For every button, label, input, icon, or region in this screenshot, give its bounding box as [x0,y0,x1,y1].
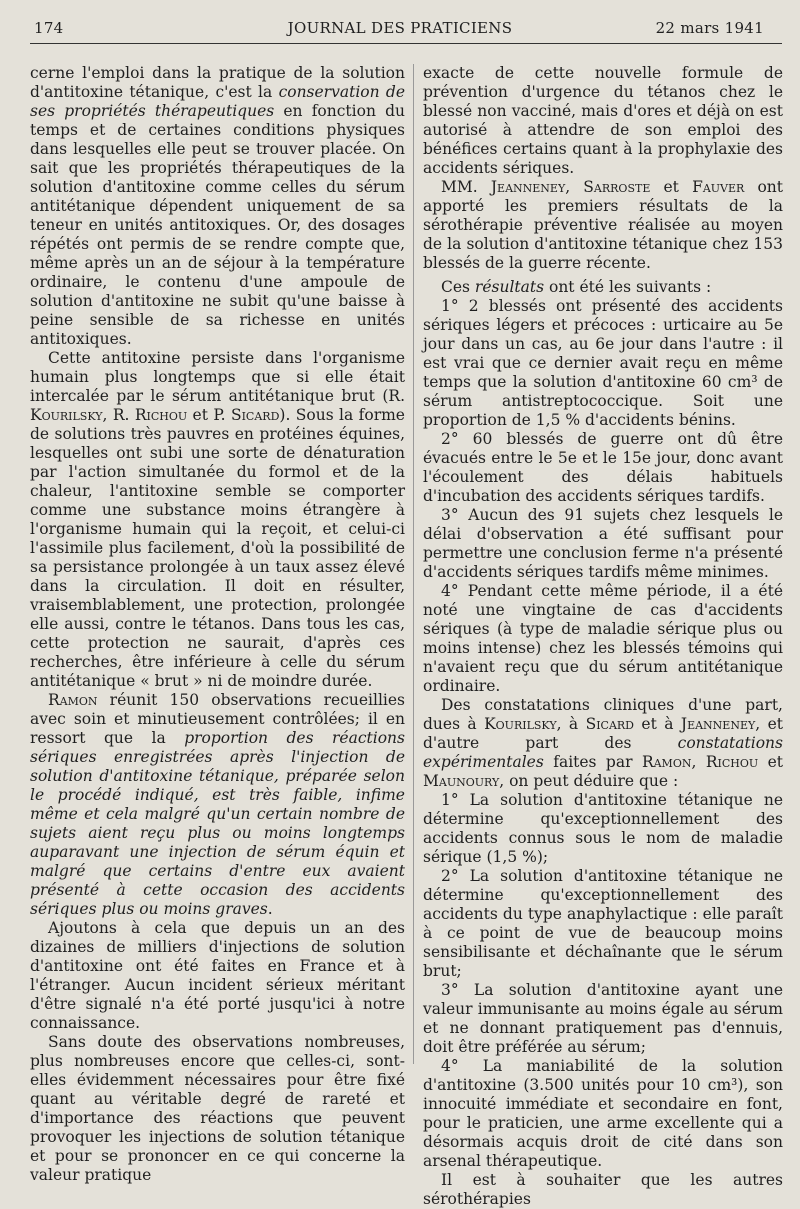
text-run: faites par [543,753,642,771]
text-run: ont apporté les premiers résultats de la sérothérapie préventive réalisée au moyen de la solution d'antitoxine tétanique chez 153 blessés de la guerre récente. [423,178,783,272]
text-run: et à [634,715,681,733]
text-run: réunit 150 observations recueillies avec soin et minutieusement contrôlées; il en ressort que la [30,691,405,747]
author-name: Kourilsky [30,406,103,424]
author-name: Maunoury [423,772,500,790]
list-item: 3° Aucun des 91 sujets chez lesquels le délai d'observation a été suffisant pour permettre une conclusion ferme n'a présenté d'accidents sériques tardifs même minimes. [423,506,783,581]
list-item: 2° 60 blessés de guerre ont dû être évacués entre le 5e et le 15e jour, donc avant l'écoulement des délais habituels d'incubation des accidents sériques tardifs. [423,430,783,505]
paragraph: Il est à souhaiter que les autres sérothérapies [423,1171,783,1208]
running-header [0,0,800,46]
paragraph [423,178,783,273]
text-run: , on peut déduire que : [499,772,679,790]
author-name: Jeanneney [680,715,756,733]
paragraph [30,691,405,919]
left-column [30,64,405,1185]
list-item: 2° La solution d'antitoxine tétanique ne détermine qu'exceptionnellement des accidents du type anaphylactique : elle paraît à ce point de vue de beaucoup moins sensibilisante et déchaînante que le sérum brut; [423,867,783,980]
text-run: , [565,178,584,196]
header-rule [30,43,782,44]
paragraph: Sans doute des observations nombreuses, plus nombreuses encore que celles-ci, sont-elles évidemment nécessaires pour être fixé quant au véritable degré de rareté et d'importance des réactions que peuvent provoquer les injections de solution tétanique et pour se prononcer en ce qui concerne la valeur pratique [30,1033,405,1184]
list-item: 1° La solution d'antitoxine tétanique ne détermine qu'exceptionnellement des accidents connus sous le nom de maladie sérique (1,5 %); [423,791,783,866]
text-run: et [758,753,783,771]
text-run: et P. [187,406,231,424]
author-name: Ramon [48,691,98,709]
text-run: , et d'autre part des [423,715,783,752]
text-run: . [267,900,273,918]
emphasis-text: constatations expérimentales [423,734,783,771]
text-run: et [650,178,693,196]
text-run: ). Sous la forme de solutions très pauvres en protéines équines, lesquelles ont subi une sorte de dénaturation par l'action simultanée du formol et de la chaleur, l'antitoxine semble se comporter comme une substance moins étrangère à l'organisme humain qui la reçoit, et celui-ci l'assimile plus facilement, d'où la possibilité de sa persistance prolongée à un taux assez élevé dans la circulation. Il doit en résulter, vraisemblablement, une protection, prolongée elle aussi, contre le tétanos. Dans tous les cas, cette protection ne saurait, d'après ces recherches, être inférieure à celle du sérum antitétanique « brut » ni de moindre durée. [30,406,405,690]
text-run: Ces [441,278,475,296]
author-name: Jeanneney [490,178,566,196]
text-run: , à [556,715,586,733]
text-run: Cette antitoxine persiste dans l'organisme humain plus longtemps que si elle était intercalée par le sérum antitétanique brut (R. [30,349,405,405]
list-item: 4° Pendant cette même période, il a été noté une vingtaine de cas d'accidents sériques (à type de maladie sérique plus ou moins intense) chez les blessés témoins qui n'avaient reçu que du sérum antitétanique ordinaire. [423,582,783,695]
paragraph [30,349,405,691]
text-run: cerne l'emploi dans la pratique de la solution d'antitoxine tétanique, c'est la [30,64,405,101]
right-column [423,64,783,1209]
emphasis-text: conservation de ses propriétés thérapeutiques [30,83,405,120]
emphasis-text: proportion des réactions sériques enregistrées après l'injection de solution d'antitoxine tétanique, préparée selon le procédé indiqué, est très faible, infime même et cela malgré qu'un certain nombre de sujets aient reçu plus ou moins longtemps auparavant une injection de sérum équin et malgré que certains d'entre eux avaient présenté à cette occasion des accidents sériques plus ou moins graves [30,729,405,918]
author-name: Kourilsky [484,715,557,733]
author-name: Sarroste [583,178,651,196]
issue-date: 22 mars 1941 [655,19,764,37]
paragraph: Ajoutons à cela que depuis un an des dizaines de milliers d'injections de solution d'antitoxine ont été faites en France et à l'étranger. Aucun incident sérieux méritant d'être signalé n'a été porté jusqu'ici à notre connaissance. [30,919,405,1032]
paragraph: exacte de cette nouvelle formule de prévention d'urgence du tétanos chez le blessé non vacciné, mais d'ores et déjà on est autorisé à attendre de son emploi des bénéfices certains quant à la prophylaxie des accidents sériques. [423,64,783,177]
text-run: en fonction du temps et de certaines conditions physiques dans lesquelles elle peut se trouver placée. On sait que les propriétés thérapeutiques de la solution d'antitoxine comme celles du sérum antitétanique dépendent uniquement de sa teneur en unités antitoxiques. Or, des dosages répétés ont permis de se rendre compte que, même après un an de séjour à la température ordinaire, le contenu d'une ampoule de solution d'antitoxine ne subit qu'une baisse à peine sensible de sa richesse en unités antitoxiques. [30,102,405,348]
text-run: Des constatations cliniques d'une part, dues à [423,696,783,733]
author-name: Richou [134,406,188,424]
paragraph [423,696,783,791]
author-name: Fauver [692,178,745,196]
text-run: ont été les suivants : [544,278,712,296]
text-run: , [691,753,706,771]
author-name: Sicard [585,715,635,733]
emphasis-text: résultats [474,278,545,296]
author-name: Ramon [641,753,692,771]
text-run: MM. [441,178,491,196]
journal-title: JOURNAL DES PRATICIENS [287,19,513,37]
author-name: Sicard [230,406,280,424]
paragraph [30,64,405,349]
paragraph [423,278,783,297]
list-item: 3° La solution d'antitoxine ayant une valeur immunisante au moins égale au sérum et ne donnant pratiquement pas d'ennuis, doit être préférée au sérum; [423,981,783,1056]
page-number: 174 [34,19,64,37]
list-item: 4° La maniabilité de la solution d'antitoxine (3.500 unités pour 10 cm³), son innocuité immédiate et secondaire en font, pour le praticien, une arme excellente qui a désormais acquis droit de cité dans son arsenal thérapeutique. [423,1057,783,1170]
author-name: Richou [705,753,759,771]
text-run: , R. [102,406,135,424]
column-divider [413,64,414,1064]
list-item: 1° 2 blessés ont présenté des accidents sériques légers et précoces : urticaire au 5e jour dans un cas, au 6e jour dans l'autre : il est vrai que ce dernier avait reçu en même temps que la solution d'antitoxine 60 cm³ de sérum antistreptococcique. Soit une proportion de 1,5 % d'accidents bénins. [423,297,783,429]
